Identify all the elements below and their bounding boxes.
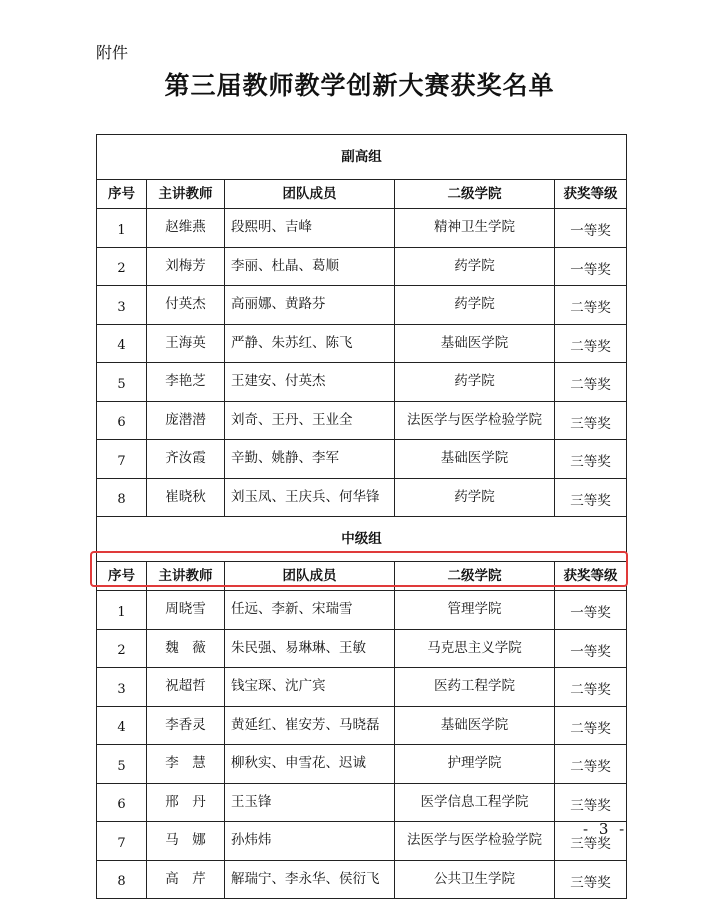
cell-award: 一等奖 [555, 629, 627, 668]
column-header-team: 团队成员 [225, 562, 395, 591]
cell-teacher: 王海英 [147, 324, 225, 363]
group-title: 中级组 [97, 517, 627, 562]
cell-no: 7 [97, 822, 147, 861]
table-row [97, 247, 627, 286]
table-row [97, 668, 627, 707]
cell-teacher: 魏 薇 [147, 629, 225, 668]
table-row [97, 286, 627, 325]
cell-teacher: 高 芹 [147, 860, 225, 899]
cell-team: 刘玉凤、王庆兵、何华锋 [225, 478, 395, 517]
cell-no: 5 [97, 745, 147, 784]
table-row [97, 478, 627, 517]
table-row [97, 324, 627, 363]
cell-college: 法医学与医学检验学院 [395, 401, 555, 440]
cell-teacher: 周晓雪 [147, 591, 225, 630]
cell-college: 药学院 [395, 363, 555, 402]
cell-college: 医药工程学院 [395, 668, 555, 707]
cell-college: 公共卫生学院 [395, 860, 555, 899]
cell-teacher: 庞潜潜 [147, 401, 225, 440]
cell-no: 3 [97, 286, 147, 325]
page-title: 第三届教师教学创新大赛获奖名单 [164, 71, 555, 100]
cell-team: 高丽娜、黄路芬 [225, 286, 395, 325]
column-header-teacher: 主讲教师 [147, 180, 225, 209]
cell-team: 解瑞宁、李永华、侯衍飞 [225, 860, 395, 899]
cell-no: 8 [97, 860, 147, 899]
cell-team: 辛勤、姚静、李军 [225, 440, 395, 479]
column-header-award: 获奖等级 [555, 562, 627, 591]
table-row [97, 706, 627, 745]
table-row [97, 440, 627, 479]
cell-award: 三等奖 [555, 478, 627, 517]
cell-award: 三等奖 [555, 860, 627, 899]
cell-no: 6 [97, 783, 147, 822]
table-row [97, 209, 627, 248]
cell-no: 4 [97, 324, 147, 363]
cell-team: 柳秋实、申雪花、迟诚 [225, 745, 395, 784]
cell-teacher: 李 慧 [147, 745, 225, 784]
cell-award: 二等奖 [555, 668, 627, 707]
cell-college: 马克思主义学院 [395, 629, 555, 668]
cell-award: 三等奖 [555, 440, 627, 479]
cell-award: 一等奖 [555, 247, 627, 286]
column-header-row [97, 562, 627, 591]
award-table [96, 134, 627, 899]
cell-award: 一等奖 [555, 209, 627, 248]
page-number: - 3 - [583, 820, 628, 838]
cell-no: 6 [97, 401, 147, 440]
cell-team: 孙炜炜 [225, 822, 395, 861]
cell-team: 李丽、杜晶、葛顺 [225, 247, 395, 286]
cell-award: 一等奖 [555, 591, 627, 630]
column-header-college: 二级学院 [395, 180, 555, 209]
table-row [97, 591, 627, 630]
cell-award: 二等奖 [555, 745, 627, 784]
cell-award: 三等奖 [555, 783, 627, 822]
column-header-award: 获奖等级 [555, 180, 627, 209]
cell-college: 精神卫生学院 [395, 209, 555, 248]
cell-teacher: 崔晓秋 [147, 478, 225, 517]
cell-teacher: 赵维燕 [147, 209, 225, 248]
table-row [97, 822, 627, 861]
cell-teacher: 邢 丹 [147, 783, 225, 822]
group-header-row [97, 135, 627, 180]
cell-team: 段熙明、吉峰 [225, 209, 395, 248]
table-row [97, 401, 627, 440]
cell-teacher: 刘梅芳 [147, 247, 225, 286]
cell-teacher: 付英杰 [147, 286, 225, 325]
cell-award: 二等奖 [555, 324, 627, 363]
cell-college: 药学院 [395, 478, 555, 517]
cell-no: 5 [97, 363, 147, 402]
column-header-row [97, 180, 627, 209]
table-row [97, 745, 627, 784]
cell-teacher: 马 娜 [147, 822, 225, 861]
cell-no: 7 [97, 440, 147, 479]
cell-college: 药学院 [395, 286, 555, 325]
cell-award: 三等奖 [555, 401, 627, 440]
column-header-college: 二级学院 [395, 562, 555, 591]
cell-team: 严静、朱苏红、陈飞 [225, 324, 395, 363]
cell-no: 4 [97, 706, 147, 745]
cell-award: 二等奖 [555, 363, 627, 402]
cell-no: 2 [97, 247, 147, 286]
column-header-team: 团队成员 [225, 180, 395, 209]
cell-award: 三等奖 [555, 822, 627, 861]
column-header-no: 序号 [97, 180, 147, 209]
cell-team: 刘奇、王丹、王业全 [225, 401, 395, 440]
cell-college: 医学信息工程学院 [395, 783, 555, 822]
cell-college: 基础医学院 [395, 706, 555, 745]
cell-team: 王玉锋 [225, 783, 395, 822]
cell-college: 药学院 [395, 247, 555, 286]
column-header-no: 序号 [97, 562, 147, 591]
cell-award: 二等奖 [555, 706, 627, 745]
cell-teacher: 李艳芝 [147, 363, 225, 402]
cell-college: 管理学院 [395, 591, 555, 630]
cell-no: 3 [97, 668, 147, 707]
cell-team: 黄延红、崔安芳、马晓磊 [225, 706, 395, 745]
cell-college: 基础医学院 [395, 324, 555, 363]
cell-award: 二等奖 [555, 286, 627, 325]
table-row [97, 860, 627, 899]
cell-no: 2 [97, 629, 147, 668]
cell-no: 1 [97, 209, 147, 248]
group-title: 副高组 [97, 135, 627, 180]
cell-college: 基础医学院 [395, 440, 555, 479]
cell-team: 王建安、付英杰 [225, 363, 395, 402]
cell-team: 钱宝琛、沈广宾 [225, 668, 395, 707]
cell-college: 法医学与医学检验学院 [395, 822, 555, 861]
cell-teacher: 齐汝霞 [147, 440, 225, 479]
cell-no: 1 [97, 591, 147, 630]
table-row [97, 363, 627, 402]
column-header-teacher: 主讲教师 [147, 562, 225, 591]
cell-teacher: 祝超哲 [147, 668, 225, 707]
table-row [97, 783, 627, 822]
cell-college: 护理学院 [395, 745, 555, 784]
attachment-label: 附件 [96, 43, 129, 62]
cell-no: 8 [97, 478, 147, 517]
group-header-row [97, 517, 627, 562]
cell-teacher: 李香灵 [147, 706, 225, 745]
table-row [97, 629, 627, 668]
cell-team: 任远、李新、宋瑞雪 [225, 591, 395, 630]
cell-team: 朱民强、易琳琳、王敏 [225, 629, 395, 668]
